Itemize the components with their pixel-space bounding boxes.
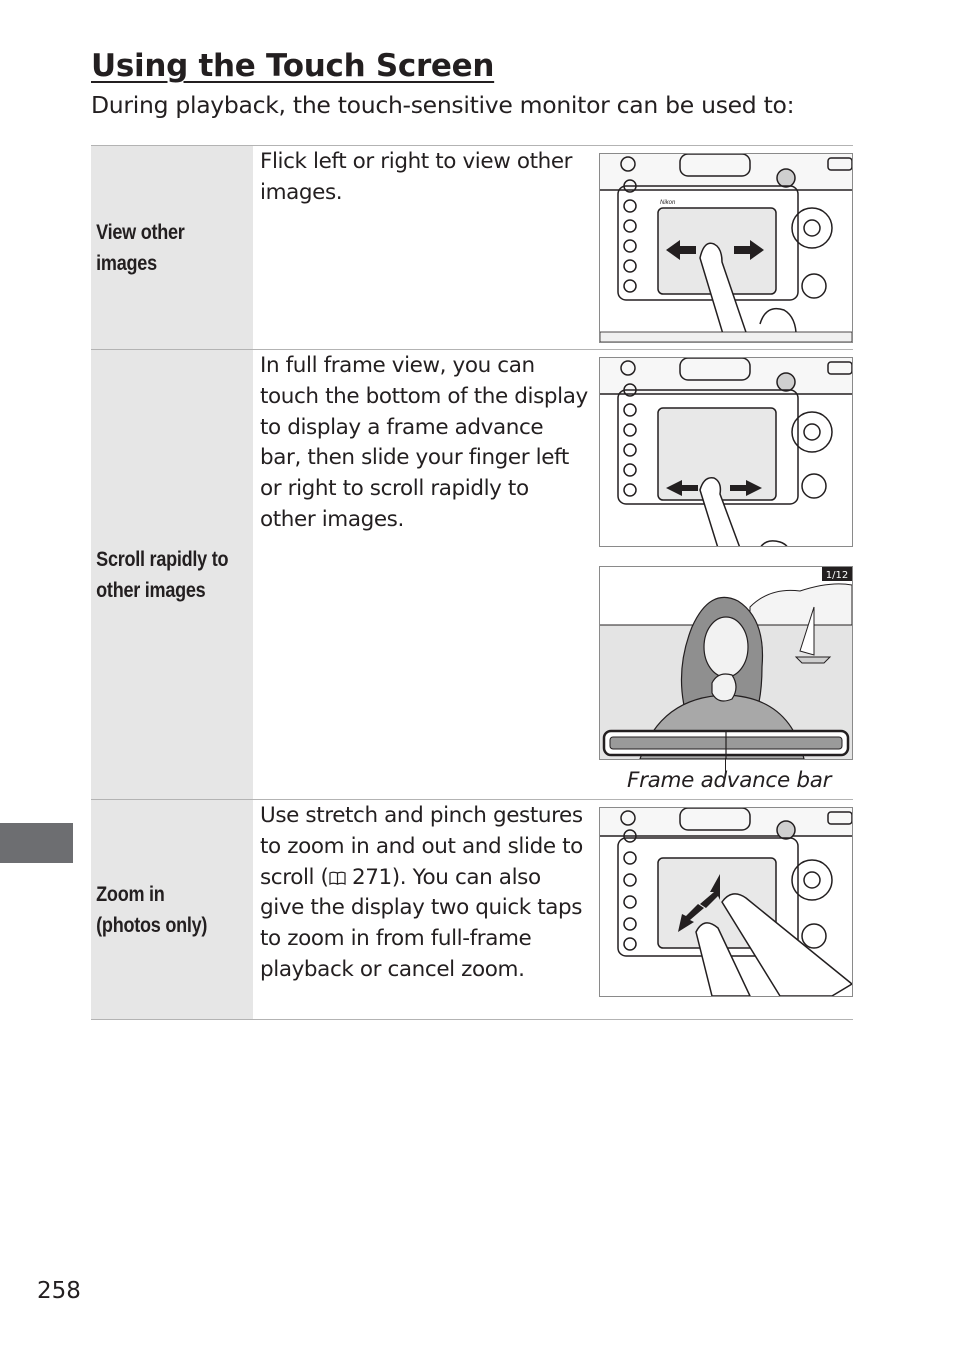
table-row: [91, 800, 853, 1020]
frame-counter: 1/12: [825, 570, 849, 581]
page-number: 258: [37, 1278, 81, 1304]
book-icon: [329, 871, 346, 885]
row-label: View other images: [96, 220, 185, 275]
table-row: [91, 350, 853, 800]
camera-slide-illustration: [599, 357, 853, 547]
page-reference-link[interactable]: 271: [351, 864, 392, 890]
row-label-cell: [91, 146, 253, 349]
nikon-logo: Nikon: [660, 200, 676, 206]
row-label-cell: [91, 350, 253, 799]
section-tab: [0, 823, 73, 863]
row-description: In full frame view, you can touch the bottom of the display to display a frame advance bar, then slide your finger left or right to scroll rapidly to other images.: [260, 353, 588, 532]
row-label: Zoom in (photos only): [96, 882, 208, 937]
row-description: Flick left or right to view other images.: [260, 149, 573, 205]
frame-advance-caption: Frame advance bar: [627, 768, 832, 793]
intro-text: During playback, the touch-sensitive monitor can be used to:: [91, 91, 795, 119]
row-description: [260, 801, 590, 986]
touch-gesture-table: [91, 145, 853, 1020]
camera-pinch-illustration: [599, 807, 853, 997]
description-text: Use stretch and pinch gestures to zoom in and out and slide to scroll (: [260, 803, 583, 890]
page-title: Using the Touch Screen: [91, 48, 495, 84]
frame-advance-screen: [599, 566, 853, 760]
table-row: [91, 146, 853, 350]
description-text: ). You can also give the display two quick taps to zoom in from full-frame playback or cancel zoom.: [260, 864, 583, 982]
row-label-cell: [91, 800, 253, 1019]
camera-flick-illustration: [599, 153, 853, 343]
row-label: Scroll rapidly to other images: [96, 547, 229, 602]
